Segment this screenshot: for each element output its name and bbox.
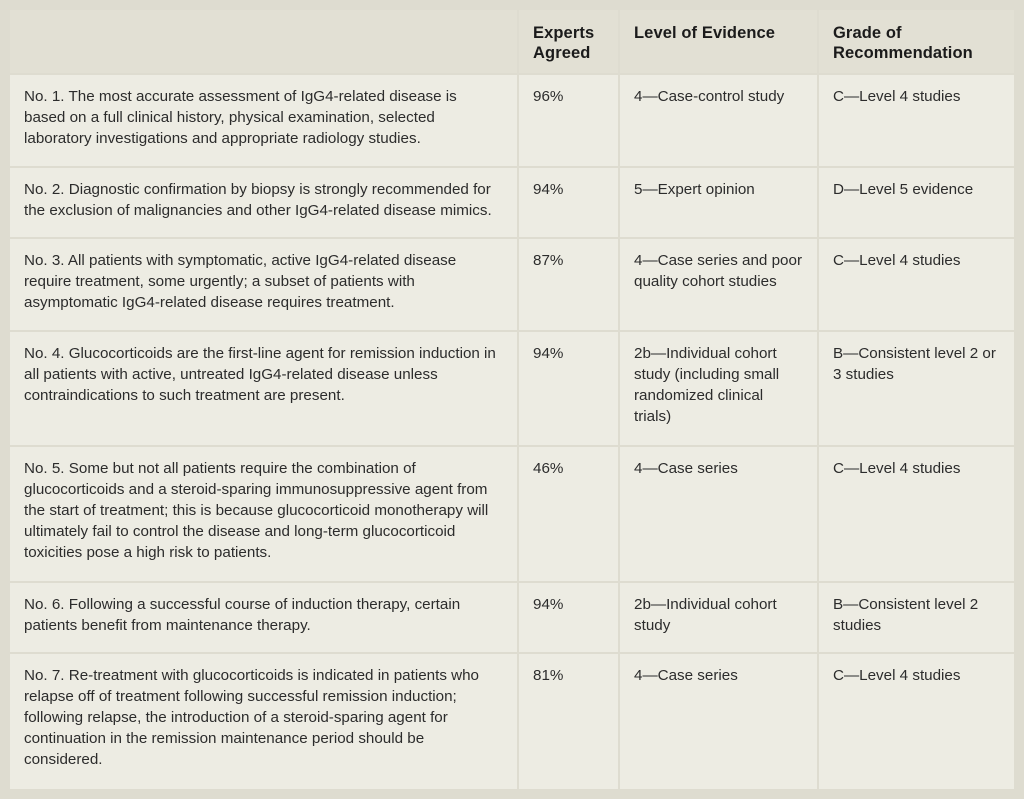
cell-statement: No. 4. Glucocorticoids are the first-line agent for remission induction in all patients with active, untreated IgG4-related disease unless contraindications to such treatment are present. — [10, 332, 517, 445]
cell-statement: No. 2. Diagnostic confirmation by biopsy is strongly recommended for the exclusion of malignancies and other IgG4-related disease mimics. — [10, 168, 517, 237]
table-row — [10, 168, 1014, 237]
cell-grade-of-recommendation: C—Level 4 studies — [819, 447, 1014, 582]
cell-statement: No. 5. Some but not all patients require the combination of glucocorticoids and a steroid-sparing immunosuppressive agent from the start of treatment; this is because glucocorticoid monotherapy will ultimately fail to control the disease and long-term glucocorticoid toxicities pose a high risk to patients. — [10, 447, 517, 582]
column-header-grade-of-recommendation — [819, 10, 1014, 73]
column-header-statement — [10, 10, 517, 73]
consensus-statements-table — [8, 8, 1016, 791]
cell-grade-of-recommendation: C—Level 4 studies — [819, 239, 1014, 330]
cell-statement: No. 6. Following a successful course of induction therapy, certain patients benefit from maintenance therapy. — [10, 583, 517, 652]
cell-grade-of-recommendation: B—Consistent level 2 or 3 studies — [819, 332, 1014, 445]
cell-experts-agreed: 94% — [519, 332, 618, 445]
column-header-grade-line1: Grade of — [833, 24, 902, 42]
cell-level-of-evidence: 4—Case series — [620, 654, 817, 789]
cell-level-of-evidence: 2b—Individual cohort study (including small randomized clinical trials) — [620, 332, 817, 445]
cell-experts-agreed: 94% — [519, 168, 618, 237]
cell-statement: No. 3. All patients with symptomatic, active IgG4-related disease require treatment, some urgently; a subset of patients with asymptomatic IgG4-related disease requires treatment. — [10, 239, 517, 330]
header-row — [10, 10, 1014, 73]
cell-grade-of-recommendation: C—Level 4 studies — [819, 654, 1014, 789]
table-header — [10, 10, 1014, 73]
table-row — [10, 447, 1014, 582]
column-header-experts-agreed — [519, 10, 618, 73]
cell-statement: No. 7. Re-treatment with glucocorticoids is indicated in patients who relapse off of treatment following successful remission induction; following relapse, the introduction of a steroid-sparing agent for continuation in the remission maintenance period should be considered. — [10, 654, 517, 789]
cell-level-of-evidence: 4—Case-control study — [620, 75, 817, 166]
cell-grade-of-recommendation: D—Level 5 evidence — [819, 168, 1014, 237]
cell-grade-of-recommendation: B—Consistent level 2 studies — [819, 583, 1014, 652]
column-header-experts-line1: Experts — [533, 24, 595, 42]
cell-experts-agreed: 87% — [519, 239, 618, 330]
cell-level-of-evidence: 5—Expert opinion — [620, 168, 817, 237]
cell-experts-agreed: 46% — [519, 447, 618, 582]
table-row — [10, 332, 1014, 445]
table-row — [10, 75, 1014, 166]
cell-level-of-evidence: 2b—Individual cohort study — [620, 583, 817, 652]
column-header-experts-line2: Agreed — [533, 44, 591, 63]
column-header-level-of-evidence: Level of Evidence — [620, 10, 817, 73]
cell-level-of-evidence: 4—Case series — [620, 447, 817, 582]
cell-statement: No. 1. The most accurate assessment of IgG4-related disease is based on a full clinical history, physical examination, selected laboratory investigations and appropriate radiology studies. — [10, 75, 517, 166]
column-header-grade-line2: Recommendation — [833, 44, 973, 63]
cell-experts-agreed: 94% — [519, 583, 618, 652]
table-row — [10, 583, 1014, 652]
cell-experts-agreed: 81% — [519, 654, 618, 789]
cell-experts-agreed: 96% — [519, 75, 618, 166]
table-row — [10, 654, 1014, 789]
cell-level-of-evidence: 4—Case series and poor quality cohort studies — [620, 239, 817, 330]
table-body — [10, 75, 1014, 789]
table-row — [10, 239, 1014, 330]
cell-grade-of-recommendation: C—Level 4 studies — [819, 75, 1014, 166]
